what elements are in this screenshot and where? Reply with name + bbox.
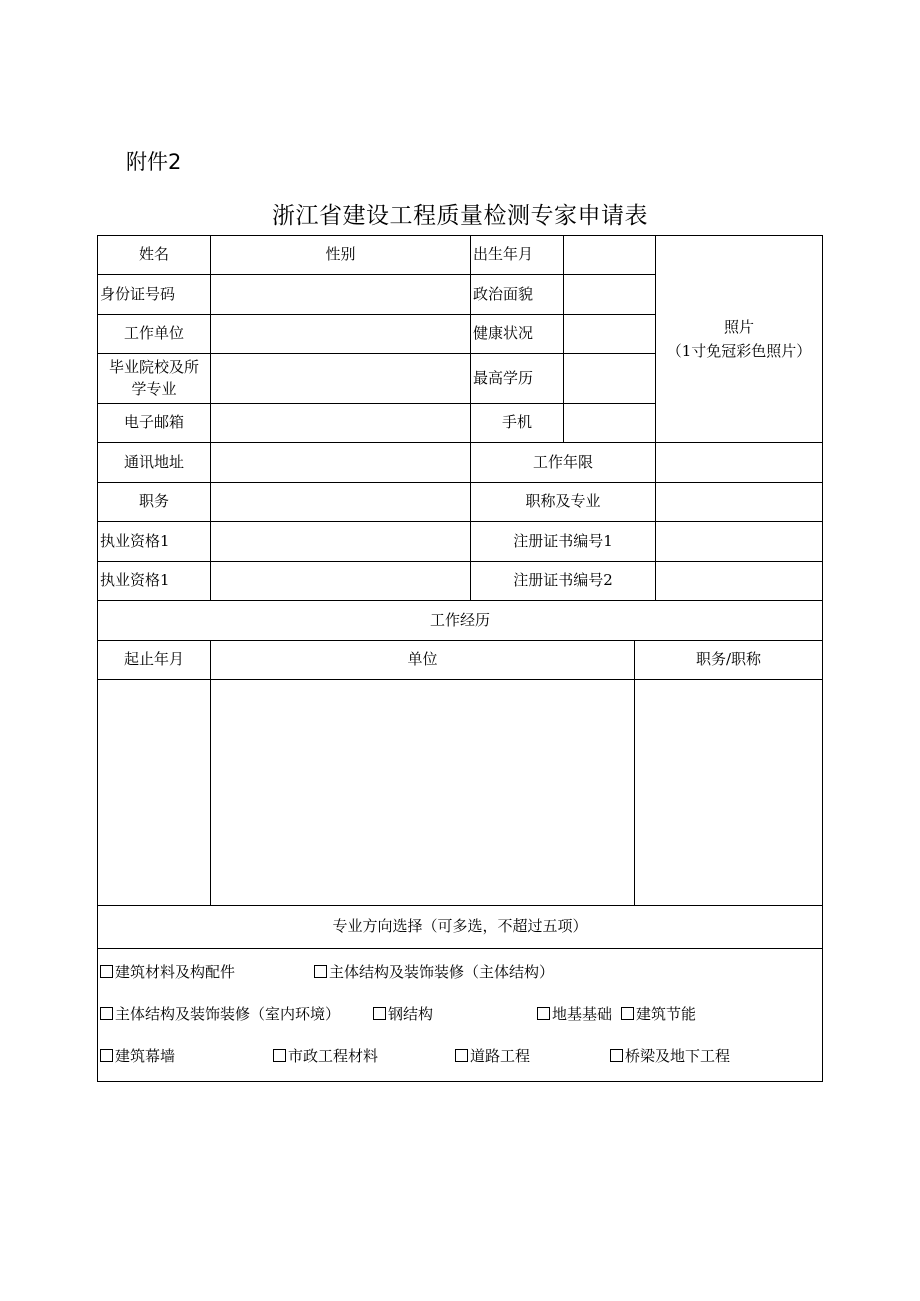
experience-heading: 工作经历: [429, 610, 490, 629]
health-label: 健康状况: [473, 324, 534, 343]
id-number-label: 身份证号码: [100, 284, 176, 303]
work-years-label: 工作年限: [532, 452, 593, 471]
checkbox-icon[interactable]: [100, 1049, 113, 1062]
employer-label: 工作单位: [123, 324, 184, 343]
rule: [210, 235, 211, 601]
checkbox-icon[interactable]: [373, 1007, 386, 1020]
specialty-option[interactable]: 钢结构: [373, 1003, 433, 1024]
specialty-option[interactable]: 市政工程材料: [273, 1045, 378, 1066]
border-right: [822, 235, 823, 1082]
gender-label: 性别: [325, 245, 356, 264]
checkbox-icon[interactable]: [610, 1049, 623, 1062]
cert-no-2-label: 注册证书编号2: [513, 571, 613, 590]
specialty-option[interactable]: 建筑节能: [621, 1003, 696, 1024]
specialty-option[interactable]: 主体结构及装饰装修（室内环境）: [100, 1003, 340, 1024]
checkbox-icon[interactable]: [273, 1049, 286, 1062]
rule: [97, 679, 823, 680]
specialty-option[interactable]: 道路工程: [455, 1045, 530, 1066]
photo-box: [656, 236, 822, 442]
attachment-label: 附件2: [126, 150, 182, 174]
checkbox-icon[interactable]: [455, 1049, 468, 1062]
experience-col-employer: 单位: [407, 650, 438, 669]
education-label: 最高学历: [473, 368, 534, 387]
checkbox-icon[interactable]: [314, 965, 327, 978]
specialty-option[interactable]: 地基基础: [537, 1003, 612, 1024]
photo-label: 照片: [723, 318, 754, 336]
specialty-option[interactable]: 建筑材料及构配件: [100, 961, 235, 982]
specialty-option[interactable]: 建筑幕墙: [100, 1045, 175, 1066]
qualification-2-label: 执业资格1: [100, 571, 170, 590]
school-label-line2: 学专业: [131, 379, 177, 398]
experience-col-period: 起止年月: [123, 650, 184, 669]
position-label: 职务: [138, 492, 169, 511]
rule: [97, 948, 823, 949]
checkbox-icon[interactable]: [100, 1007, 113, 1020]
political-label: 政治面貌: [473, 284, 534, 303]
address-label: 通讯地址: [123, 452, 184, 471]
birth-label: 出生年月: [473, 245, 534, 264]
school-label: [98, 354, 210, 403]
checkbox-icon[interactable]: [537, 1007, 550, 1020]
border-bottom: [97, 1081, 823, 1082]
school-label-line1: 毕业院校及所: [108, 357, 199, 376]
rule: [634, 640, 635, 906]
qualification-1-label: 执业资格1: [100, 531, 170, 550]
rule: [210, 640, 211, 906]
form-title: 浙江省建设工程质量检测专家申请表: [272, 203, 648, 229]
cert-no-1-label: 注册证书编号1: [513, 531, 613, 550]
checkbox-icon[interactable]: [621, 1007, 634, 1020]
mobile-label: 手机: [501, 413, 532, 432]
specialty-option[interactable]: 主体结构及装饰装修（主体结构）: [314, 961, 554, 982]
email-label: 电子邮箱: [123, 413, 184, 432]
specialty-heading: 专业方向选择（可多选，不超过五项）: [332, 917, 588, 936]
specialty-option[interactable]: 桥梁及地下工程: [610, 1045, 730, 1066]
name-label: 姓名: [138, 245, 169, 264]
experience-col-title: 职务/职称: [695, 650, 762, 669]
title-major-label: 职称及专业: [525, 492, 601, 511]
rule: [563, 235, 564, 443]
photo-note: （1寸免冠彩色照片）: [666, 342, 812, 360]
checkbox-icon[interactable]: [100, 965, 113, 978]
